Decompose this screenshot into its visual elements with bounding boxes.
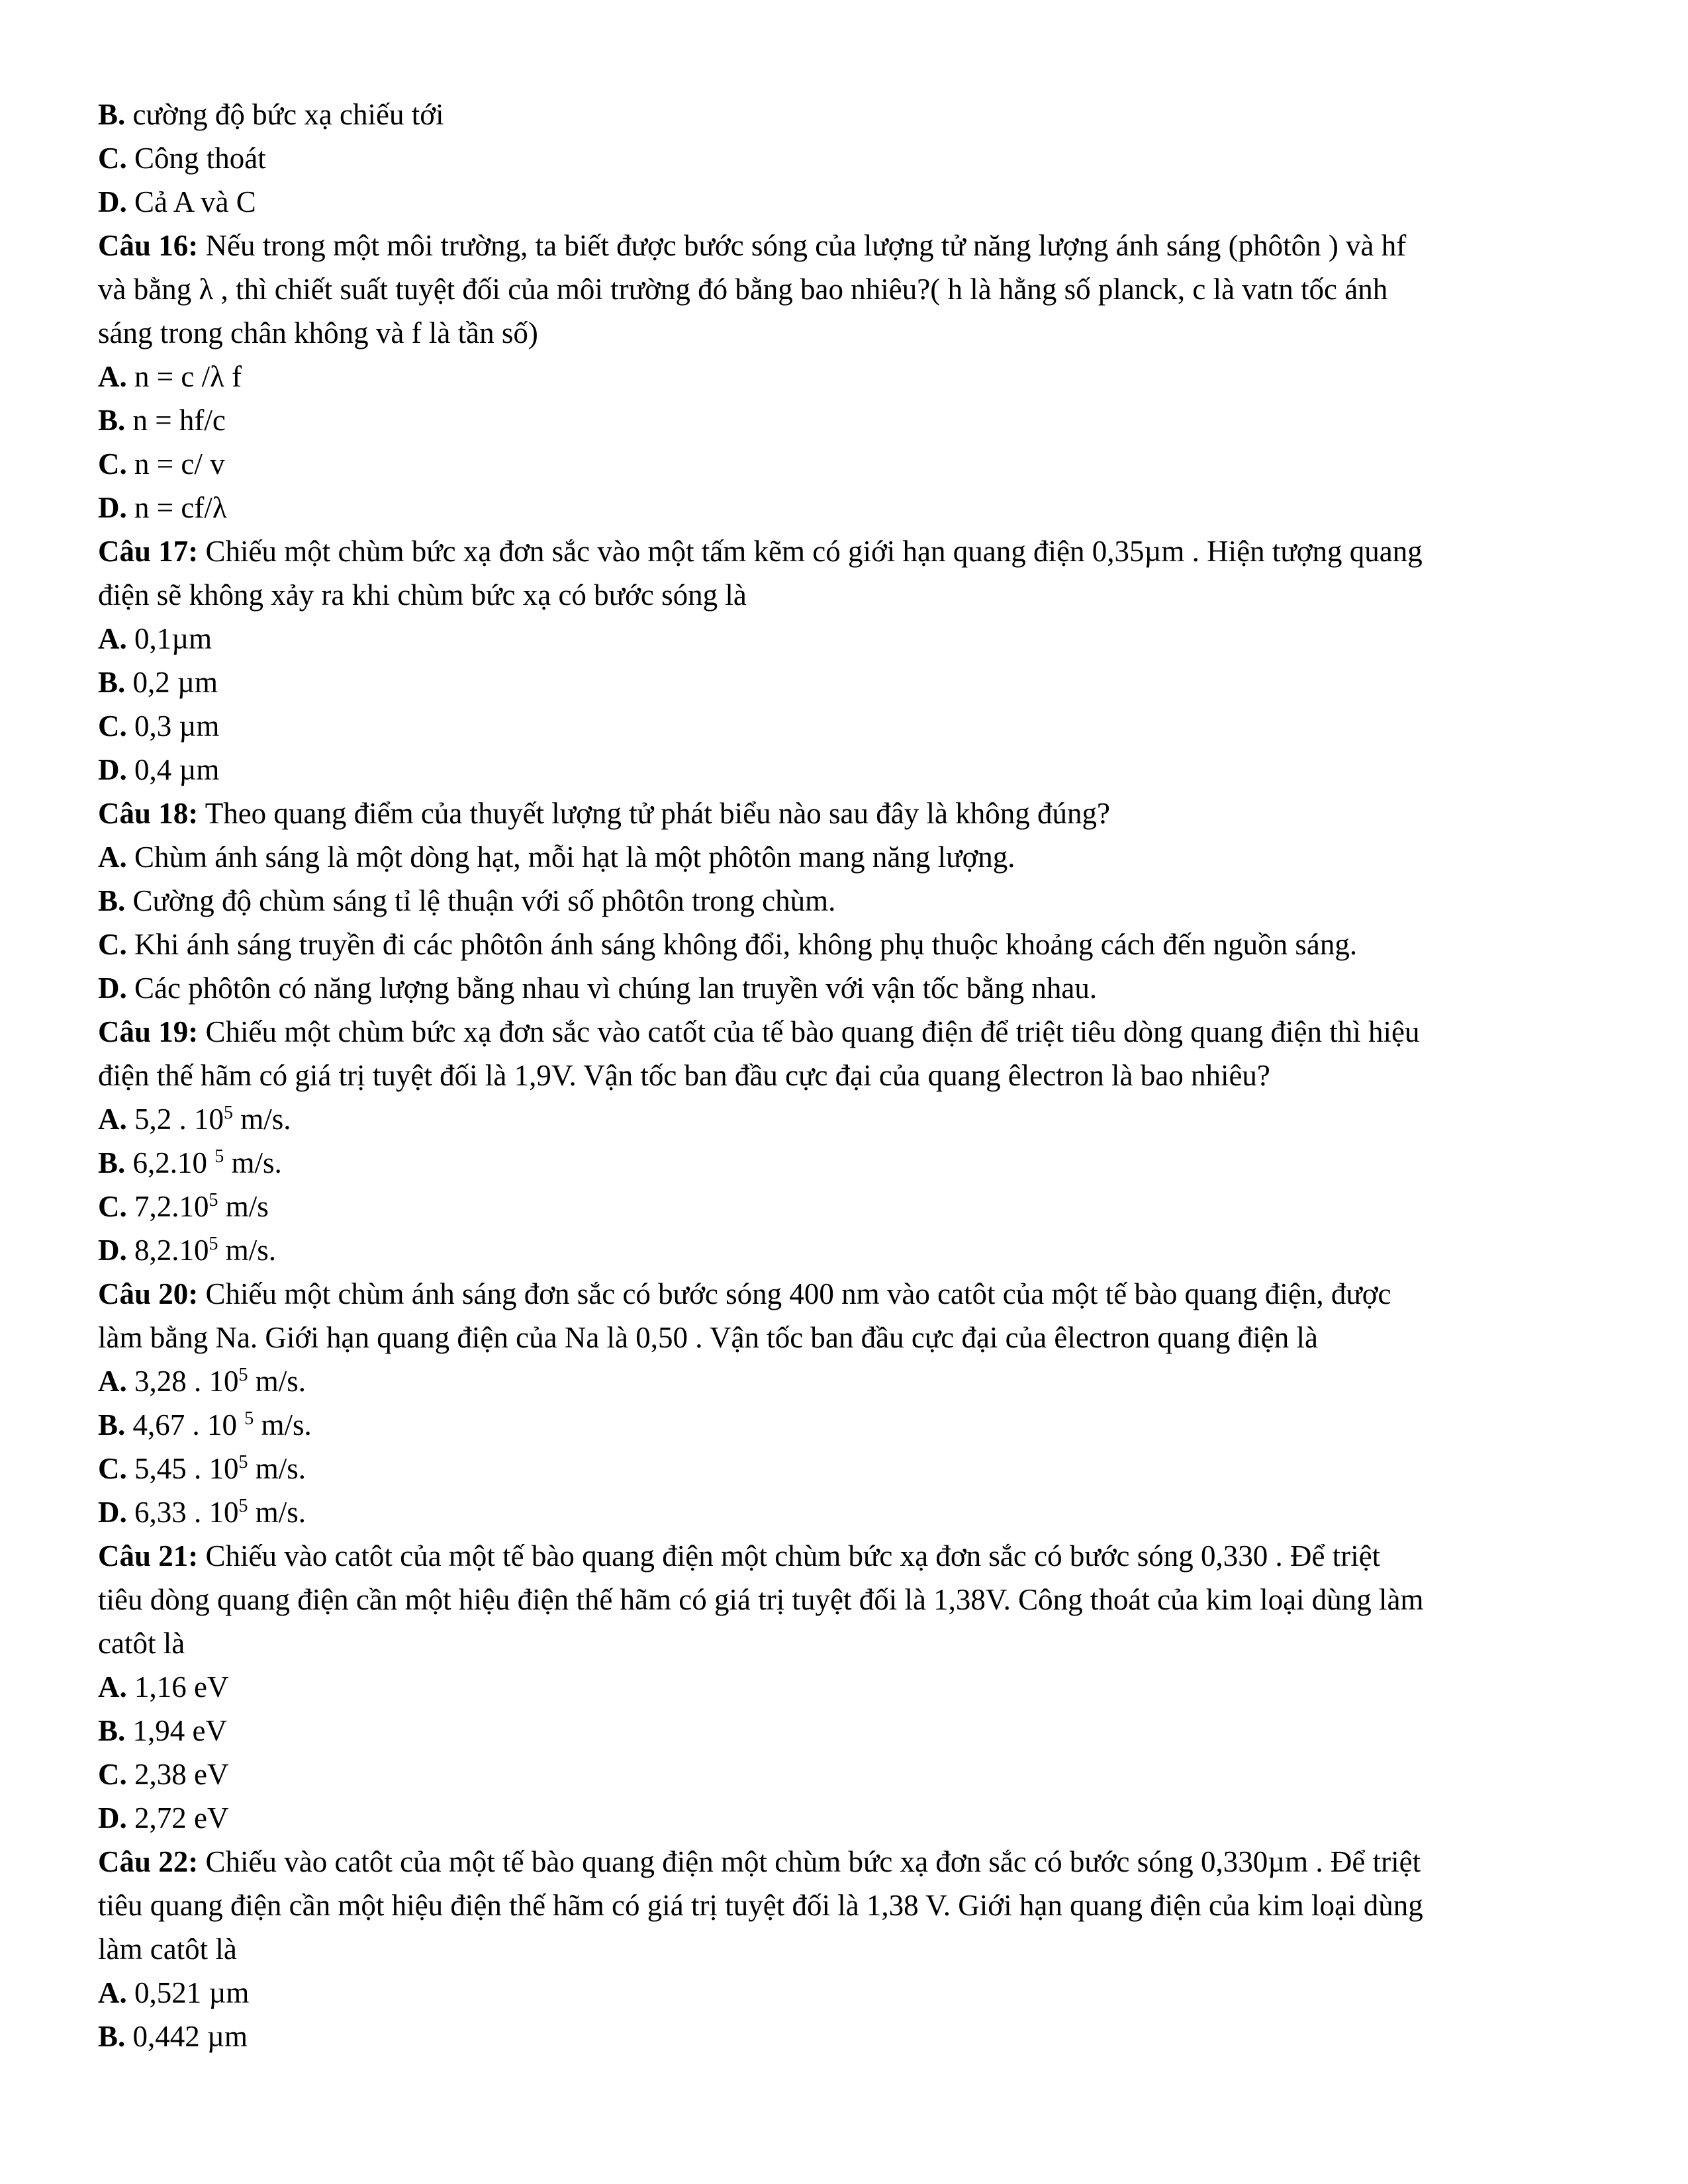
- question-stem: [98, 224, 1594, 267]
- option-b: [98, 2015, 1594, 2058]
- option-text: Công thoát: [126, 142, 266, 175]
- option-letter: C.: [98, 1190, 127, 1223]
- option-letter: D.: [98, 491, 127, 524]
- question-stem: [98, 1272, 1594, 1316]
- option-a: [98, 1971, 1594, 2015]
- option-value: 6,2.10: [125, 1146, 215, 1179]
- question-text-line: tiêu quang điện cần một hiệu điện thế hãm có giá trị tuyệt đối là 1,38 V. Giới hạn quang điện của kim loại dùng: [98, 1889, 1423, 1922]
- option-c: [98, 442, 1594, 486]
- option-b: [98, 1141, 1594, 1185]
- question-text-line: và bằng λ , thì chiết suất tuyệt đối của môi trường đó bằng bao nhiêu?( h là hằng số planck, c là vatn tốc ánh: [98, 273, 1388, 306]
- option-d: [98, 1228, 1594, 1272]
- option-unit: m/s: [218, 1190, 269, 1223]
- option-value: 3,28 . 10: [126, 1365, 239, 1398]
- option-text: Các phôtôn có năng lượng bằng nhau vì chúng lan truyền với vận tốc bằng nhau.: [126, 972, 1098, 1005]
- question-text-line: catôt là: [98, 1627, 185, 1660]
- option-letter: D.: [98, 1801, 127, 1835]
- question-16: [98, 224, 1594, 529]
- question-label: Câu 16:: [98, 229, 199, 262]
- question-text-line: tiêu dòng quang điện cần một hiệu điện thế hãm có giá trị tuyệt đối là 1,38V. Công thoát của kim loại dùng làm: [98, 1583, 1424, 1616]
- option-letter: C.: [98, 1452, 127, 1485]
- option-unit: m/s.: [233, 1103, 291, 1136]
- option-letter: B.: [98, 404, 126, 437]
- option-value: 6,33 . 10: [126, 1496, 239, 1529]
- option-text: 1,16 eV: [126, 1670, 229, 1704]
- question-text: Chiếu một chùm bức xạ đơn sắc vào catốt của tế bào quang điện để triệt tiêu dòng quang điện thì hiệu: [198, 1015, 1420, 1048]
- exponent: 5: [224, 1103, 233, 1123]
- question-text: Chiếu một chùm bức xạ đơn sắc vào một tấm kẽm có giới hạn quang điện 0,35µm . Hiện tượng quang: [198, 535, 1423, 568]
- question-stem: [98, 1840, 1594, 1884]
- option-a: [98, 1097, 1594, 1141]
- option-text: Khi ánh sáng truyền đi các phôtôn ánh sáng không đổi, không phụ thuộc khoảng cách đến nguồn sáng.: [126, 928, 1358, 961]
- option-value: 8,2.10: [126, 1234, 209, 1267]
- option-letter: A.: [98, 1103, 127, 1136]
- option-c: [98, 136, 1594, 180]
- option-text: 2,72 eV: [126, 1801, 229, 1835]
- question-text-line: làm bằng Na. Giới hạn quang điện của Na là 0,50 . Vận tốc ban đầu cực đại của êlectron quang điện là: [98, 1321, 1318, 1354]
- question-19: [98, 1010, 1594, 1272]
- option-text: 0,521 µm: [126, 1976, 250, 2009]
- option-text: 2,38 eV: [126, 1758, 229, 1791]
- question-22: [98, 1840, 1594, 2058]
- question-text: Chiếu vào catôt của một tế bào quang điện một chùm bức xạ đơn sắc có bước sóng 0,330µm . Để triệt: [198, 1845, 1421, 1878]
- option-text: n = c /λ f: [126, 360, 242, 393]
- question-text: Theo quang điểm của thuyết lượng tử phát biểu nào sau đây là không đúng?: [198, 797, 1110, 830]
- exponent: 5: [209, 1190, 218, 1210]
- question-label: Câu 17:: [98, 535, 199, 568]
- option-text: Cả A và C: [126, 185, 256, 218]
- option-a: [98, 355, 1594, 398]
- question-18: [98, 792, 1594, 1010]
- option-a: [98, 1359, 1594, 1403]
- option-letter: C.: [98, 928, 127, 961]
- option-c: [98, 1185, 1594, 1228]
- option-unit: m/s.: [254, 1408, 312, 1441]
- option-unit: m/s.: [248, 1365, 306, 1398]
- question-label: Câu 22:: [98, 1845, 199, 1878]
- option-letter: A.: [98, 622, 127, 655]
- exponent: 5: [238, 1452, 248, 1473]
- option-text: 0,442 µm: [125, 2020, 248, 2053]
- question-text-line: điện sẽ không xảy ra khi chùm bức xạ có bước sóng là: [98, 578, 747, 612]
- option-text: 0,2 µm: [125, 666, 218, 699]
- option-letter: B.: [98, 98, 126, 131]
- option-unit: m/s.: [248, 1496, 306, 1529]
- question-text: Chiếu vào catôt của một tế bào quang điện một chùm bức xạ đơn sắc có bước sóng 0,330 . Để triệt: [198, 1539, 1381, 1572]
- option-text: n = hf/c: [125, 404, 226, 437]
- question-stem: [98, 1010, 1594, 1054]
- exponent: 5: [238, 1496, 248, 1516]
- exam-page: [98, 93, 1594, 2058]
- option-letter: A.: [98, 841, 127, 874]
- option-text: cường độ bức xạ chiếu tới: [125, 98, 444, 131]
- option-letter: C.: [98, 447, 127, 480]
- option-letter: A.: [98, 1976, 127, 2009]
- option-b: [98, 398, 1594, 442]
- question-20: [98, 1272, 1594, 1534]
- option-letter: A.: [98, 360, 127, 393]
- option-a: [98, 617, 1594, 660]
- question-15-options: [98, 93, 1594, 224]
- option-letter: B.: [98, 1714, 126, 1747]
- question-21: [98, 1534, 1594, 1840]
- option-b: [98, 1709, 1594, 1752]
- question-label: Câu 20:: [98, 1277, 199, 1310]
- option-d: [98, 748, 1594, 792]
- question-text: Nếu trong một môi trường, ta biết được bước sóng của lượng tử năng lượng ánh sáng (phôtôn ) và hf: [198, 229, 1407, 262]
- option-text: 0,1µm: [126, 622, 212, 655]
- question-text-line: sáng trong chân không và f là tần số): [98, 316, 538, 349]
- option-letter: D.: [98, 972, 127, 1005]
- option-letter: C.: [98, 1758, 127, 1791]
- question-text-line: làm catôt là: [98, 1933, 237, 1966]
- option-value: 5,45 . 10: [126, 1452, 239, 1485]
- option-text: 0,4 µm: [126, 753, 220, 786]
- option-text: n = cf/λ: [126, 491, 227, 524]
- question-stem: [98, 529, 1594, 573]
- option-d: [98, 1490, 1594, 1534]
- question-17: [98, 529, 1594, 792]
- option-text: Cường độ chùm sáng tỉ lệ thuận với số phôtôn trong chùm.: [125, 884, 836, 917]
- option-a: [98, 835, 1594, 879]
- option-a: [98, 1665, 1594, 1709]
- option-text: n = c/ v: [126, 447, 225, 480]
- option-c: [98, 1752, 1594, 1796]
- option-unit: m/s.: [218, 1234, 277, 1267]
- question-text: Chiếu một chùm ánh sáng đơn sắc có bước sóng 400 nm vào catôt của một tế bào quang điện, được: [198, 1277, 1391, 1310]
- option-letter: D.: [98, 185, 127, 218]
- option-d: [98, 966, 1594, 1010]
- question-label: Câu 18:: [98, 797, 199, 830]
- exponent: 5: [238, 1365, 248, 1385]
- option-d: [98, 1796, 1594, 1840]
- option-letter: D.: [98, 1496, 127, 1529]
- option-letter: A.: [98, 1365, 127, 1398]
- option-unit: m/s.: [224, 1146, 282, 1179]
- option-value: 5,2 . 10: [126, 1103, 224, 1136]
- option-text: 0,3 µm: [126, 709, 220, 743]
- option-letter: C.: [98, 709, 127, 743]
- question-label: Câu 19:: [98, 1015, 199, 1048]
- option-d: [98, 180, 1594, 224]
- option-b: [98, 660, 1594, 704]
- option-letter: A.: [98, 1670, 127, 1704]
- option-letter: B.: [98, 884, 126, 917]
- option-unit: m/s.: [248, 1452, 306, 1485]
- option-text: 1,94 eV: [125, 1714, 227, 1747]
- question-label: Câu 21:: [98, 1539, 199, 1572]
- option-letter: B.: [98, 1408, 126, 1441]
- question-text-line: điện thế hãm có giá trị tuyệt đối là 1,9V. Vận tốc ban đầu cực đại của quang êlectron là bao nhiêu?: [98, 1059, 1270, 1092]
- option-c: [98, 923, 1594, 966]
- option-value: 4,67 . 10: [125, 1408, 245, 1441]
- question-stem: [98, 792, 1594, 835]
- option-d: [98, 486, 1594, 529]
- option-letter: B.: [98, 2020, 126, 2053]
- option-value: 7,2.10: [126, 1190, 209, 1223]
- option-b: [98, 93, 1594, 136]
- option-letter: D.: [98, 1234, 127, 1267]
- option-text: Chùm ánh sáng là một dòng hạt, mỗi hạt là một phôtôn mang năng lượng.: [126, 841, 1015, 874]
- option-letter: B.: [98, 1146, 126, 1179]
- question-stem: [98, 1534, 1594, 1578]
- option-b: [98, 879, 1594, 923]
- option-letter: B.: [98, 666, 126, 699]
- option-c: [98, 1447, 1594, 1490]
- option-c: [98, 704, 1594, 748]
- option-letter: C.: [98, 142, 127, 175]
- exponent: 5: [209, 1234, 218, 1254]
- option-letter: D.: [98, 753, 127, 786]
- exponent: 5: [214, 1146, 224, 1167]
- exponent: 5: [244, 1408, 254, 1429]
- option-b: [98, 1403, 1594, 1447]
